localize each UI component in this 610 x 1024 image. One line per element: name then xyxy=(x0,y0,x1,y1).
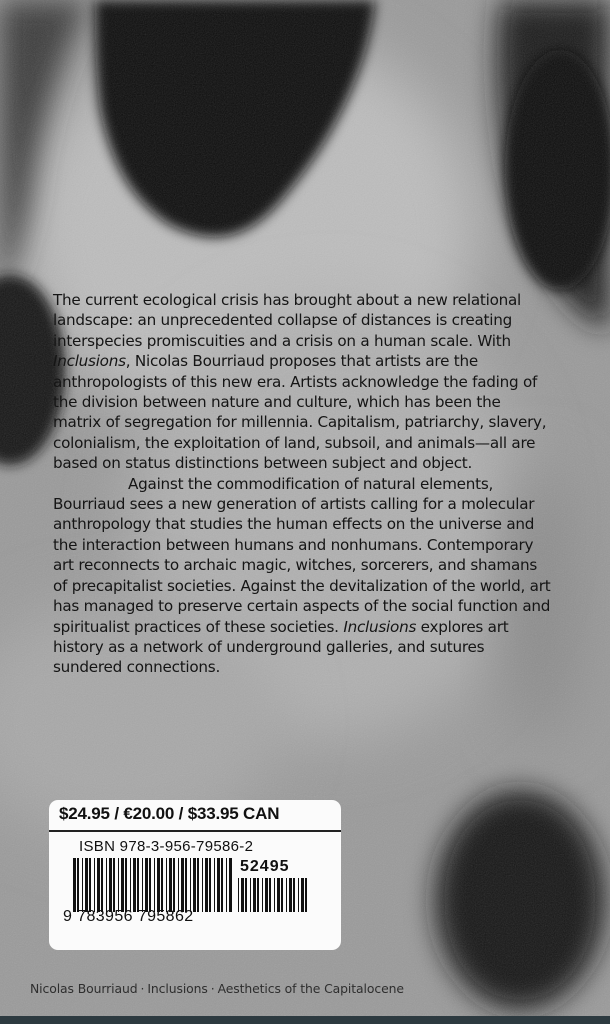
barcode-bar xyxy=(161,858,163,912)
label-divider xyxy=(49,830,341,832)
barcode-bar xyxy=(130,858,131,912)
cover-bottom-edge xyxy=(0,1016,610,1024)
addon-digits: 52495 xyxy=(240,858,290,875)
blurb-paragraph-2 xyxy=(53,474,553,678)
addon-barcode xyxy=(238,878,310,912)
footer-line xyxy=(30,981,404,996)
footer-subtitle: Aesthetics of the Capitalocene xyxy=(217,981,404,996)
barcode-bar xyxy=(217,858,220,912)
barcode-bar xyxy=(137,858,139,912)
barcode-bar xyxy=(262,878,263,912)
blurb-text: explores art history as a network of underground galleries, and sutures sundered connections. xyxy=(53,617,509,677)
barcode-bar xyxy=(166,858,167,912)
barcode-bar xyxy=(181,858,184,912)
barcode-bar xyxy=(82,858,83,912)
barcode-bar xyxy=(109,858,112,912)
price-text: $24.95 / €20.00 / $33.95 CAN xyxy=(59,804,280,823)
barcode-bar xyxy=(286,878,287,912)
barcode-bar xyxy=(209,858,211,912)
barcode-bar xyxy=(193,858,196,912)
barcode-bar xyxy=(241,878,244,912)
back-cover-blurb xyxy=(53,290,553,678)
blurb-text: , Nicolas Bourriaud proposes that artists are the anthropologists of this new era. Artists acknowledge the fading of the division between nature and culture, which has been the matrix of segregation for millennia. Capitalism, patriarchy, slavery, colonialism, the exploitation of land, subsoil, and animals—all are based on status distinctions between subject and object. xyxy=(53,352,547,473)
barcode-bar xyxy=(238,878,239,912)
barcode-bar xyxy=(305,878,307,912)
barcode-digits: 9 783956 795862 xyxy=(63,908,194,925)
barcode-bar xyxy=(245,878,247,912)
barcode-bar xyxy=(202,858,203,912)
barcode-bar xyxy=(293,878,295,912)
barcode-bar xyxy=(185,858,187,912)
barcode-bar xyxy=(205,858,208,912)
barcode-bar xyxy=(250,878,251,912)
barcode-bar xyxy=(94,858,95,912)
ean-barcode xyxy=(73,858,233,912)
blurb-text: The current ecological crisis has brought about a new relational landscape: an unprecedented collapse of distances is creating interspecies promiscuities and a crisis on a human scale. With xyxy=(53,291,522,350)
footer-separator: · xyxy=(140,981,145,996)
footer-title: Inclusions xyxy=(147,981,208,996)
barcode-bar xyxy=(229,858,232,912)
barcode-bar xyxy=(269,878,271,912)
blurb-paragraph-1 xyxy=(53,290,553,474)
barcode-bar xyxy=(289,878,292,912)
barcode-bar xyxy=(77,858,79,912)
barcode-bar xyxy=(190,858,191,912)
barcode-bar xyxy=(145,858,148,912)
barcode-bar xyxy=(169,858,172,912)
footer-separator: · xyxy=(210,981,215,996)
barcode-bar xyxy=(157,858,160,912)
barcode-bar xyxy=(113,858,115,912)
barcode-bar xyxy=(274,878,275,912)
barcode-bar xyxy=(253,878,256,912)
barcode-bar xyxy=(73,858,76,912)
footer-author: Nicolas Bourriaud xyxy=(30,981,138,996)
barcode-bar xyxy=(133,858,136,912)
book-title-italic: Inclusions xyxy=(343,617,417,636)
barcode-bar xyxy=(257,878,259,912)
barcode-bar xyxy=(125,858,127,912)
isbn-text: ISBN 978-3-956-79586-2 xyxy=(79,838,254,855)
barcode-bar xyxy=(221,858,223,912)
barcode-bar xyxy=(214,858,215,912)
barcode-bar xyxy=(118,858,119,912)
blurb-text: Against the commodification of natural elements, Bourriaud sees a new generation of artists calling for a molecular anthropology that studies the human effects on the universe and the interaction between humans and nonhumans. Contemporary art reconnects to archaic magic, witches, sorcerers, and shamans of precapitalist societies. Against the devitalization of the world, art has managed to preserve certain aspects of the social function and spiritualist practices of these societies. xyxy=(53,474,551,636)
barcode-bar xyxy=(89,858,91,912)
barcode-bar xyxy=(178,858,179,912)
barcode-bar xyxy=(298,878,299,912)
barcode-bar xyxy=(85,858,88,912)
barcode-bar xyxy=(197,858,199,912)
barcode-bar xyxy=(142,858,143,912)
barcode-bar xyxy=(121,858,124,912)
barcode-bar xyxy=(226,858,227,912)
barcode-bar xyxy=(101,858,103,912)
barcode-bar xyxy=(301,878,304,912)
book-title-italic: Inclusions xyxy=(53,352,126,371)
barcode-bar xyxy=(154,858,155,912)
price-barcode-label xyxy=(49,800,341,950)
barcode-bar xyxy=(173,858,175,912)
barcode-bar xyxy=(277,878,280,912)
barcode-bar xyxy=(149,858,151,912)
barcode-bar xyxy=(97,858,100,912)
barcode-bar xyxy=(106,858,107,912)
barcode-bar xyxy=(281,878,283,912)
barcode-bar xyxy=(265,878,268,912)
